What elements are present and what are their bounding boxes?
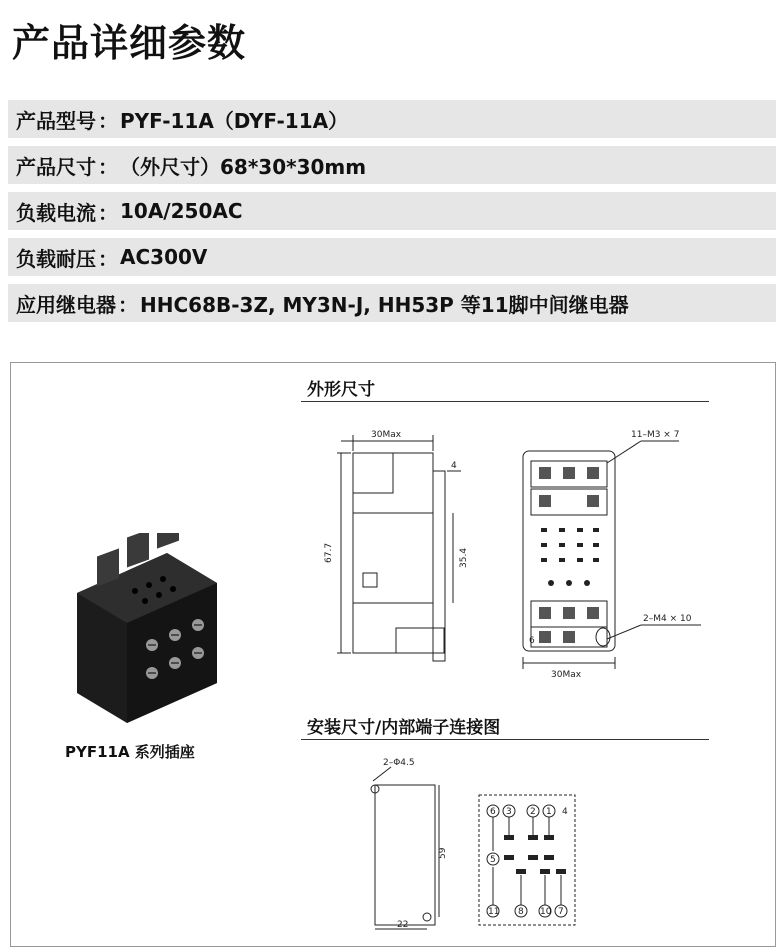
socket-illustration — [57, 533, 237, 733]
dim-width-bottom: 30Max — [551, 670, 582, 680]
spec-value: （外尺寸）68*30*30mm — [120, 154, 367, 179]
terminal-label: 2 — [530, 807, 536, 817]
terminal-label: 4 — [562, 807, 568, 817]
socket-photo — [57, 533, 237, 733]
spec-label: 产品型号 — [16, 108, 96, 133]
spec-separator: ： — [98, 200, 118, 225]
photo-caption: PYF11A 系列插座 — [65, 743, 195, 761]
mounting-title: 安装尺寸/内部端子连接图 — [307, 718, 501, 738]
spec-list — [8, 100, 776, 330]
dim-screws: 11–M3 × 7 — [631, 430, 680, 440]
spec-row-size — [8, 146, 776, 184]
dim-inner-height: 35.4 — [459, 547, 469, 568]
spec-label: 产品尺寸 — [16, 154, 96, 179]
terminal-label: 10 — [540, 907, 552, 917]
spec-label: 负载电流 — [16, 200, 96, 225]
dim-mount-width: 22 — [397, 920, 409, 930]
dim-small: 6 — [529, 636, 535, 646]
terminal-label: 11 — [488, 907, 500, 917]
spec-separator: ： — [98, 246, 118, 271]
dim-width-top: 30Max — [371, 430, 402, 440]
dim-tab: 4 — [451, 461, 457, 471]
dim-mount: 2–M4 × 10 — [643, 614, 692, 624]
mounting-rule — [301, 739, 709, 740]
spec-value: AC300V — [120, 245, 208, 269]
mounting-drawing — [361, 755, 601, 935]
terminal-label: 3 — [506, 807, 512, 817]
spec-label: 负载耐压 — [16, 246, 96, 271]
terminal-label: 1 — [546, 807, 552, 817]
spec-label: 应用继电器 — [16, 292, 116, 317]
dim-height: 67.7 — [324, 542, 334, 563]
diagram-panel — [10, 362, 776, 947]
spec-row-relays — [8, 284, 776, 322]
spec-value: 10A/250AC — [120, 199, 243, 223]
outline-rule — [301, 401, 709, 402]
page-title: 产品详细参数 — [12, 21, 247, 65]
spec-row-current — [8, 192, 776, 230]
terminal-label: 5 — [490, 855, 496, 865]
dim-hole: 2–Φ4.5 — [383, 758, 415, 768]
outline-title: 外形尺寸 — [307, 380, 375, 400]
spec-value: HHC68B-3Z, MY3N-J, HH53P 等11脚中间继电器 — [140, 292, 629, 317]
spec-row-voltage — [8, 238, 776, 276]
terminal-label: 8 — [518, 907, 524, 917]
spec-separator: ： — [98, 108, 118, 133]
spec-value: PYF-11A（DYF-11A） — [120, 108, 349, 133]
outline-drawing — [301, 413, 741, 693]
spec-separator: ： — [118, 292, 138, 317]
spec-row-model — [8, 100, 776, 138]
terminal-label: 6 — [490, 807, 496, 817]
terminal-label: 7 — [558, 907, 564, 917]
spec-separator: ： — [98, 154, 118, 179]
dim-mount-height: 59 — [438, 847, 448, 859]
